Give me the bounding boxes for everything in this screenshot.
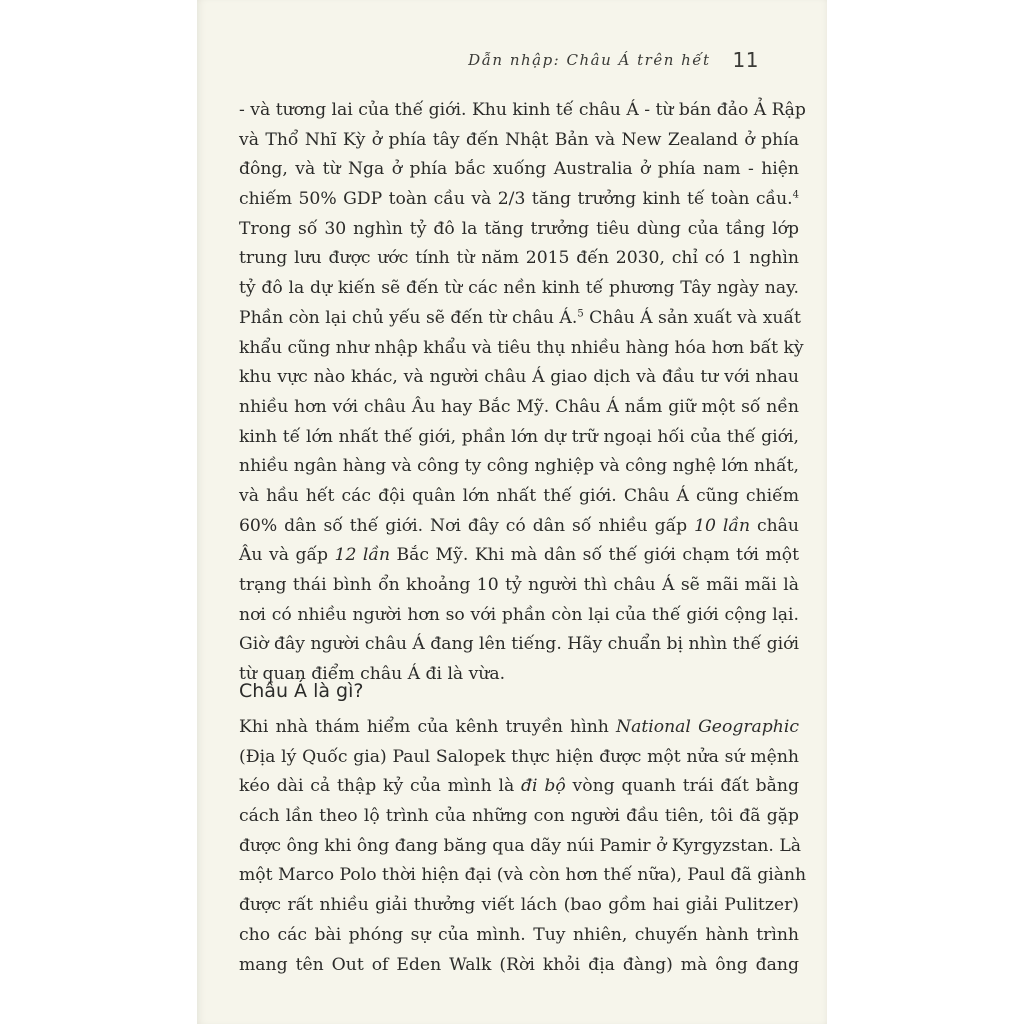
- running-header: [468, 42, 759, 78]
- emphasis: đi bộ: [521, 776, 566, 797]
- text-segment: chiếm 50% GDP toàn cầu và 2/3 tăng trưởng kinh tế toàn cầu.: [239, 189, 793, 210]
- text-line: (Địa lý Quốc gia) Paul Salopek thực hiện được một nửa sứ mệnh: [239, 746, 799, 767]
- paragraph-2: [239, 713, 807, 980]
- text-segment: vòng quanh trái đất bằng: [565, 776, 799, 797]
- text-segment: Bắc Mỹ. Khi mà dân số thế giới chạm tới một: [390, 545, 799, 566]
- text-line: nơi có nhiều người hơn so với phần còn lại của thế giới cộng lại.: [239, 604, 799, 625]
- text-segment: châu: [750, 515, 799, 536]
- book-page: [197, 0, 827, 1024]
- text-line: trung lưu được ước tính từ năm 2015 đến 2030, chỉ có 1 nghìn: [239, 248, 799, 269]
- section-heading: Châu Á là gì?: [239, 680, 364, 702]
- text-line: được ông khi ông đang băng qua dãy núi Pamir ở Kyrgyzstan. Là: [239, 835, 801, 856]
- emphasis: National Geographic: [616, 717, 799, 737]
- text-line: [239, 772, 799, 802]
- text-line: và hầu hết các đội quân lớn nhất thế giới. Châu Á cũng chiếm: [239, 485, 799, 506]
- page-number: 11: [732, 48, 759, 72]
- text-segment: Phần còn lại chủ yếu sẽ đến từ châu Á.: [239, 307, 578, 328]
- text-line: cho các bài phóng sự của mình. Tuy nhiên, chuyến hành trình: [239, 924, 799, 945]
- text-line: [239, 541, 799, 571]
- text-line: tỷ đô la dự kiến sẽ đến từ các nền kinh tế phương Tây ngày nay.: [239, 278, 799, 299]
- text-line: kinh tế lớn nhất thế giới, phần lớn dự trữ ngoại hối của thế giới,: [239, 426, 799, 447]
- text-line: Trong số 30 nghìn tỷ đô la tăng trưởng tiêu dùng của tầng lớp: [239, 218, 799, 239]
- text-segment: Khi nhà thám hiểm của kênh truyền hình: [239, 717, 617, 737]
- footnote-marker: 5: [577, 308, 584, 320]
- text-line: khu vực nào khác, và người châu Á giao dịch và đầu tư với nhau: [239, 367, 799, 388]
- text-line: Giờ đây người châu Á đang lên tiếng. Hãy chuẩn bị nhìn thế giới: [239, 634, 799, 655]
- text-line: và Thổ Nhĩ Kỳ ở phía tây đến Nhật Bản và New Zealand ở phía: [239, 129, 799, 150]
- text-line: khẩu cũng như nhập khẩu và tiêu thụ nhiều hàng hóa hơn bất kỳ: [239, 337, 804, 358]
- text-segment: kéo dài cả thập kỷ của mình là: [239, 776, 522, 797]
- footnote-marker: 4: [792, 189, 799, 201]
- text-line: [239, 512, 799, 542]
- text-line: [239, 304, 799, 334]
- text-line: đông, và từ Nga ở phía bắc xuống Australia ở phía nam - hiện: [239, 159, 799, 180]
- text-line: cách lần theo lộ trình của những con người đầu tiên, tôi đã gặp: [239, 806, 799, 827]
- text-line: [239, 185, 799, 215]
- text-line: được rất nhiều giải thưởng viết lách (bao gồm hai giải Pulitzer): [239, 895, 799, 916]
- text-segment: Âu và gấp: [239, 545, 329, 566]
- paragraph-1: [239, 96, 806, 690]
- emphasis: 12 lần: [334, 545, 391, 566]
- text-line: [239, 713, 799, 743]
- text-line: một Marco Polo thời hiện đại (và còn hơn thế nữa), Paul đã giành: [239, 865, 807, 886]
- text-line: nhiều ngân hàng và công ty công nghiệp và công nghệ lớn nhất,: [239, 456, 799, 477]
- emphasis: 10 lần: [694, 515, 751, 536]
- text-line: trạng thái bình ổn khoảng 10 tỷ người thì châu Á sẽ mãi mãi là: [239, 575, 799, 595]
- text-line: mang tên Out of Eden Walk (Rời khỏi địa đàng) mà ông đang: [239, 954, 799, 975]
- chapter-title: Dẫn nhập: Châu Á trên hết: [468, 51, 711, 69]
- text-segment: 60% dân số thế giới. Nơi đây có dân số nhiều gấp: [239, 515, 688, 536]
- text-line: nhiều hơn với châu Âu hay Bắc Mỹ. Châu Á nắm giữ một số nền: [239, 396, 799, 417]
- text-line: từ quan điểm châu Á đi là vừa.: [239, 664, 506, 685]
- text-line: - và tương lai của thế giới. Khu kinh tế châu Á - từ bán đảo Ả Rập: [239, 100, 806, 120]
- text-segment: Châu Á sản xuất và xuất: [583, 307, 801, 328]
